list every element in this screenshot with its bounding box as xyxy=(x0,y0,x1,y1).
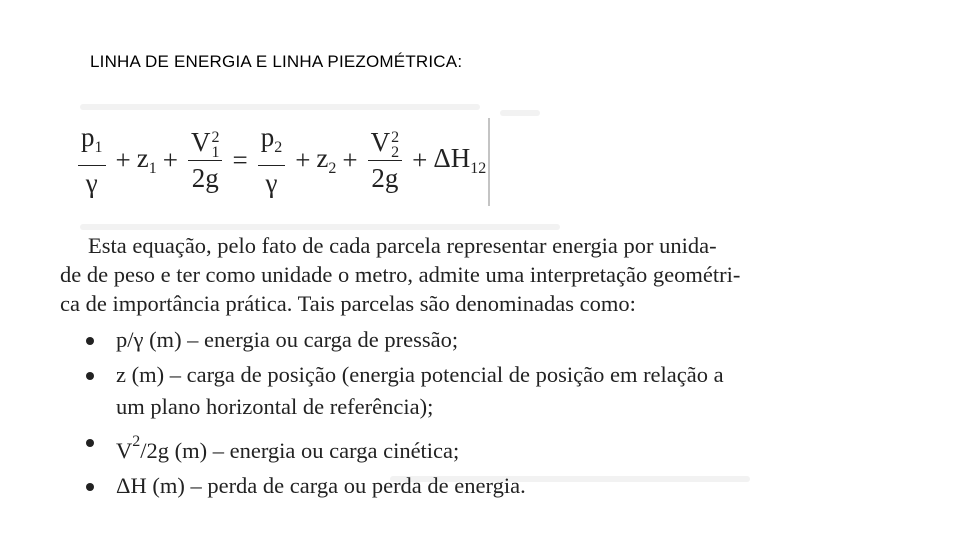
list-item: $V^2/2g$ (m) – energia ou carga cinética; xyxy=(86,426,826,467)
head-loss-term: $\Delta H_{12}$ xyxy=(433,142,487,177)
elevation-term-1: $z_1$ xyxy=(136,142,157,177)
pressure-term-1: $\frac{p_1}{\gamma}$ xyxy=(78,120,106,200)
bernoulli-equation: $\frac{p_1}{\gamma}$ + $z_1$ + V 2 1 2g = $\frac{p_2}{\gamma}$ + $z_2$ + V 2 2 2g + $\Delta H_{12}$ xyxy=(74,120,486,200)
term-definition-list xyxy=(86,324,826,505)
list-item: z (m) – carga de posição (energia potencial de posição em relação a um plano horizontal de referência); xyxy=(86,359,826,423)
bleed-through-line xyxy=(80,104,480,110)
bullet-icon xyxy=(86,372,94,380)
page-margin-bar xyxy=(488,118,490,206)
list-item: ΔH (m) – perda de carga ou perda de energia. xyxy=(86,470,826,502)
bullet-icon xyxy=(86,439,94,447)
bullet-icon xyxy=(86,337,94,345)
bleed-through-line xyxy=(80,224,560,230)
paragraph-line: Esta equação, pelo fato de cada parcela representar energia por unida- xyxy=(88,233,717,258)
pressure-term-2: $\frac{p_2}{\gamma}$ xyxy=(258,120,286,200)
bleed-through-line xyxy=(500,110,540,116)
explanation-paragraph xyxy=(60,231,820,318)
paragraph-line: de de peso e ter como unidade o metro, admite uma interpretação geométri- xyxy=(60,262,741,287)
paragraph-line: ca de importância prática. Tais parcelas são denominadas como: xyxy=(60,291,636,316)
list-item: p/γ (m) – energia ou carga de pressão; xyxy=(86,324,826,356)
slide-title: LINHA DE ENERGIA E LINHA PIEZOMÉTRICA: xyxy=(90,52,463,71)
velocity-term-1: V 2 1 2g xyxy=(188,125,223,195)
bullet-icon xyxy=(86,483,94,491)
velocity-term-2: V 2 2 2g xyxy=(368,125,403,195)
elevation-term-2: $z_2$ xyxy=(316,142,337,177)
scanned-textbook-page xyxy=(60,96,840,516)
